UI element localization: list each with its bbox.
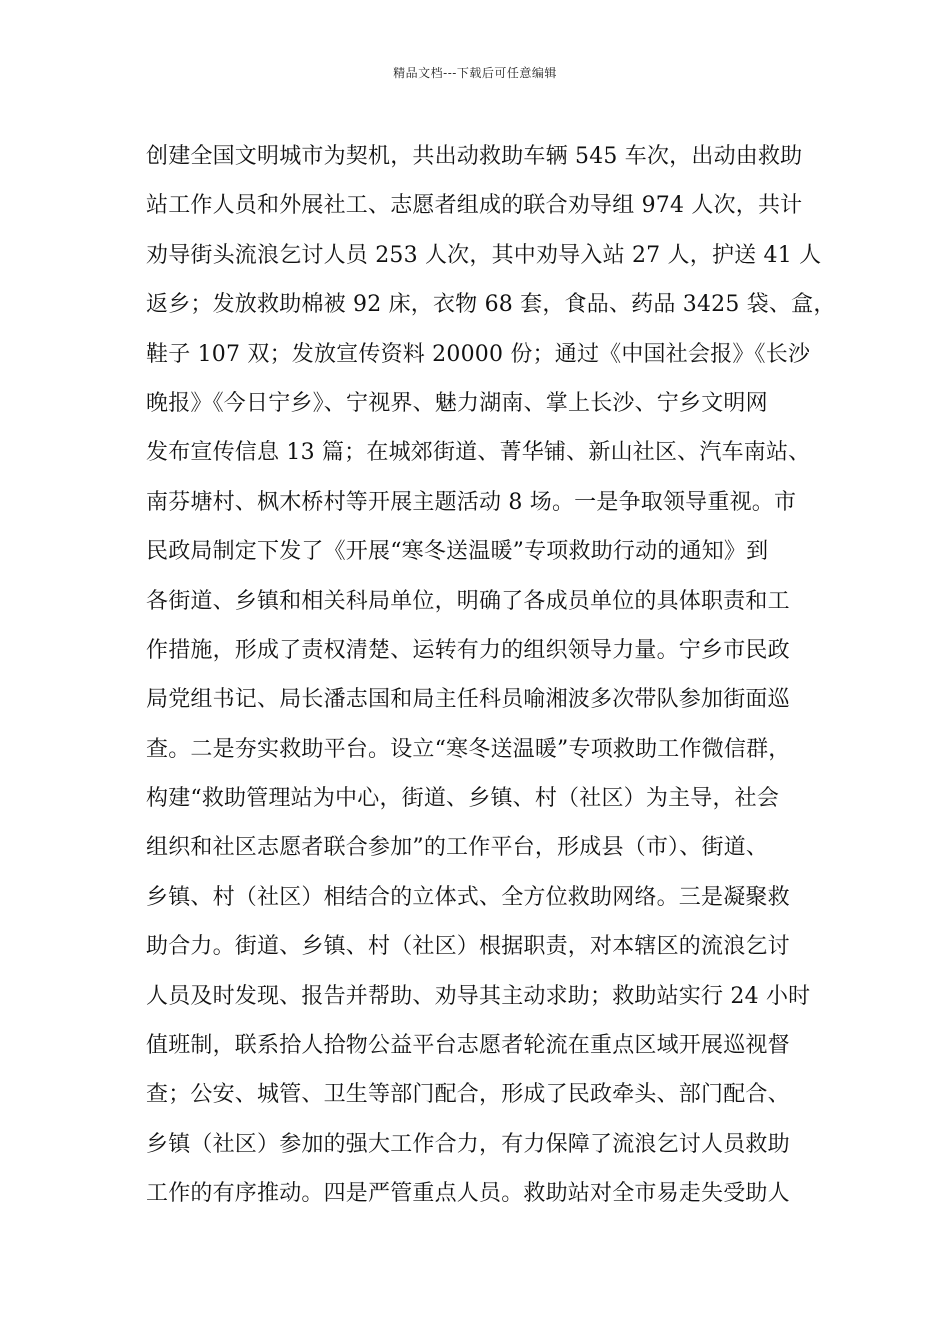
text-line-1: 创建全国文明城市为契机，共出动救助车辆 545 车次，出动由救助: [146, 144, 803, 169]
text-line-9: 民政局制定下发了《开展“寒冬送温暖”专项救助行动的通知》到: [146, 539, 769, 565]
text-line-12: 局党组书记、局长潘志国和局主任科员喻湘波多次带队参加街面巡: [146, 687, 790, 713]
body-paragraph: [146, 132, 836, 1219]
text-line-16: 乡镇、村（社区）相结合的立体式、全方位救助网络。三是凝聚救: [146, 884, 790, 910]
text-line-10: 各街道、乡镇和相关科局单位，明确了各成员单位的具体职责和工: [146, 588, 790, 614]
text-line-7: 发布宣传信息 13 篇；在城郊街道、菁华铺、新山社区、汽车南站、: [146, 440, 811, 466]
text-line-4: 返乡；发放救助棉被 92 床，衣物 68 套，食品、药品 3425 袋、盒，: [146, 292, 836, 318]
text-line-20: 查；公安、城管、卫生等部门配合，形成了民政牵头、部门配合、: [146, 1082, 790, 1108]
text-line-15: 组织和社区志愿者联合参加”的工作平台，形成县（市）、街道、: [146, 835, 769, 861]
text-line-14: 构建“救助管理站为中心，街道、乡镇、村（社区）为主导，社会: [146, 786, 780, 812]
text-line-21: 乡镇（社区）参加的强大工作合力，有力保障了流浪乞讨人员救助: [146, 1131, 790, 1157]
text-line-3: 劝导街头流浪乞讨人员 253 人次，其中劝导入站 27 人，护送 41 人: [146, 242, 822, 268]
text-line-13: 查。二是夯实救助平台。设立“寒冬送温暖”专项救助工作微信群，: [146, 736, 791, 762]
text-line-11: 作措施，形成了责权清楚、运转有力的组织领导力量。宁乡市民政: [146, 637, 790, 663]
text-line-18: 人员及时发现、报告并帮助、劝导其主动求助；救助站实行 24 小时: [146, 983, 811, 1009]
text-line-5: 鞋子 107 双；发放宣传资料 20000 份；通过《中国社会报》《长沙: [146, 341, 811, 367]
text-line-19: 值班制，联系拾人拾物公益平台志愿者轮流在重点区域开展巡视督: [146, 1033, 790, 1059]
page-header: 精品文档---下载后可任意编辑: [393, 66, 557, 80]
text-line-17: 助合力。街道、乡镇、村（社区）根据职责，对本辖区的流浪乞讨: [146, 934, 790, 960]
text-line-22: 工作的有序推动。四是严管重点人员。救助站对全市易走失受助人: [146, 1181, 790, 1207]
text-line-6: 晚报》《今日宁乡》、宁视界、魅力湖南、掌上长沙、宁乡文明网: [146, 390, 768, 416]
text-line-8: 南芬塘村、枫木桥村等开展主题活动 8 场。一是争取领导重视。市: [146, 489, 797, 515]
text-line-2: 站工作人员和外展社工、志愿者组成的联合劝导组 974 人次，共计: [146, 193, 803, 219]
